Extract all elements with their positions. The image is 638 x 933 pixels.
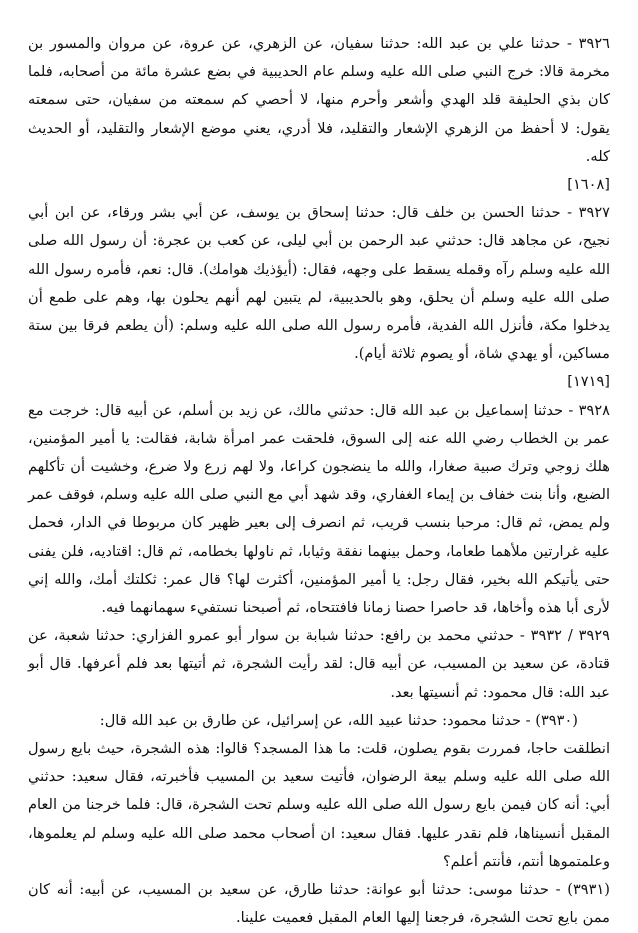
text-line: انطلقت حاجا، فمررت بقوم يصلون، قلت: ما هذا المسجد؟ قالوا: هذه الشجرة، حيث بايع رسول الله صلى الله	[28, 740, 611, 786]
text-line: وأحرم منها، لا أحصي كم سمعته من سفيان، حتى سمعته يقول: لا أحفظ من الزهري الإشعار والتقليد، فلا أدري،	[28, 91, 610, 137]
text-line: ثكلتك أمك، والله إني لأرى أبا هذه وأخاها، قد حاصرا حصنا زمانا فافتتحاه، ثم أصبحنا نستفيء سهمانهما فيه.	[28, 570, 610, 617]
text-line: (٣٩٣١) - حدثنا موسى: حدثنا أبو عوانة: حدثنا طارق، عن سعيد بن المسيب، عن أبيه: أنه كان ممن بايع تحت	[28, 881, 610, 927]
text-line: ٣٩٢٩ / ٣٩٣٢ - حدثني محمد بن رافع: حدثنا شبابة بن سوار أبو عمرو الفزاري: حدثنا شعبة، عن قتادة، عن	[28, 627, 610, 673]
hadith-paragraph	[28, 707, 610, 735]
hadith-paragraph	[28, 735, 610, 876]
text-line: يعني موضع الإشعار والتقليد، أو الحديث كله.	[28, 119, 610, 165]
hadith-paragraph	[28, 199, 610, 368]
text-line: قريب، ثم انصرف إلى بعير ظهير كان مربوطا في الدار، فحمل عليه غرارتين ملأهما طعاما، وحمل بينهما نفقة وثيابا،	[28, 514, 610, 560]
reference-number: [١٦٠٨]	[567, 176, 610, 194]
text-line: صلى الله عليه وسلم تحت الشجرة، قال: فلما خرجنا من العام المقبل أنسيناها، فلم نقدر عليها.	[28, 796, 610, 842]
hadith-paragraph	[28, 622, 610, 707]
text-line: أنسيتها بعد.	[390, 683, 460, 701]
hadith-paragraph	[28, 30, 610, 171]
text-line: ٣٩٢٦ - حدثنا علي بن عبد الله: حدثنا سفيان، عن الزهري، عن عروة، عن مروان والمسور بن مخرمة قالا: خرج	[28, 35, 610, 81]
text-line: خرجت مع عمر بن الخطاب رضي الله عنه إلى السوق، فلحقت عمر امرأة شابة، فقالت: يا أمير المؤمنين، هلك	[28, 401, 610, 476]
text-line: أيام).	[354, 345, 387, 363]
hadith-paragraph	[28, 876, 610, 932]
text-line: خفاف بن إيماء الغفاري، وقد شهد أبي مع النبي صلى الله عليه وسلم، فوقف عمر ولم يمض، ثم قال: مرحبا بنسب	[28, 486, 611, 532]
reference-number: [١٧١٩]	[567, 373, 610, 391]
text-line: الله صلى الله عليه وسلم أن يحلق، وهو بالحديبية، لم يتبين لهم أنهم يحلون بها، وهم على طمع أن يدخلوا مكة، فأنزل	[28, 260, 610, 335]
text-line: النبي صلى الله عليه وسلم عام الحديبية في بضع عشرة مائة من أصحابه، فلما كان بذي الحليفة قلد الهدي وأشعر	[28, 63, 611, 109]
text-line: الشجرة، فرجعنا إليها العام المقبل فعميت علينا.	[235, 909, 521, 927]
text-line: (٣٩٣٠) - حدثنا محمود: حدثنا عبيد الله، عن إسرائيل، عن طارق بن عبد الله قال:	[99, 711, 578, 729]
text-line: فقال سعيد: ان أصحاب محمد صلى الله عليه وسلم لم يعلموها، وعلمتموها أنتم، فأنتم أعلم؟	[28, 824, 610, 870]
text-line: ٣٩٢٧ - حدثنا الحسن بن خلف قال: حدثنا إسحاق بن يوسف، عن أبي بشر ورقاء، عن ابن أبي نجيح، عن مجاهد	[28, 204, 611, 250]
text-line: الله الفدية، فأمره رسول الله صلى الله عليه وسلم: (أن يطعم فرقا بين ستة مساكين، أو يهدي شاة، أو يصوم ثلاثة	[28, 317, 610, 363]
text-line: سعيد بن المسيب، عن أبيه قال: لقد رأيت الشجرة، ثم أتيتها بعد فلم أعرفها. قال أبو عبد الله: قال محمود: ثم	[28, 655, 610, 701]
text-line: أن رسول الله صلى الله عليه وسلم رآه وقمله يسقط على وجهه، فقال: (أيؤذيك هوامك). قال: نعم، فأمره رسول	[28, 232, 610, 278]
text-line: زوجي وترك صبية صغارا، والله ما ينضجون كراعا، ولا لهم زرع ولا ضرع، وخشيت أن تأكلهم الضبع، وأنا بنت	[28, 458, 610, 504]
text-line: ثم ناولها بخطامه، ثم قال: اقتاديه، فلن يفنى حتى يأتيكم الله بخير، فقال رجل: يا أمير المؤمنين، أكثرت لها؟ قال عمر:	[28, 542, 610, 588]
text-line: ٣٩٢٨ - حدثنا إسماعيل بن عبد الله قال: حدثني مالك، عن زيد بن أسلم، عن أبيه قال:	[94, 401, 610, 419]
text-line: عليه وسلم بيعة الرضوان، فأتيت سعيد بن المسيب فأخبرته، فقال سعيد: حدثني أبي: أنه كان فيمن بايع رسول الله	[28, 768, 611, 814]
text-line: قال: حدثني عبد الرحمن بن أبي ليلى، عن كعب بن عجرة:	[152, 232, 505, 250]
hadith-paragraph	[28, 397, 610, 623]
